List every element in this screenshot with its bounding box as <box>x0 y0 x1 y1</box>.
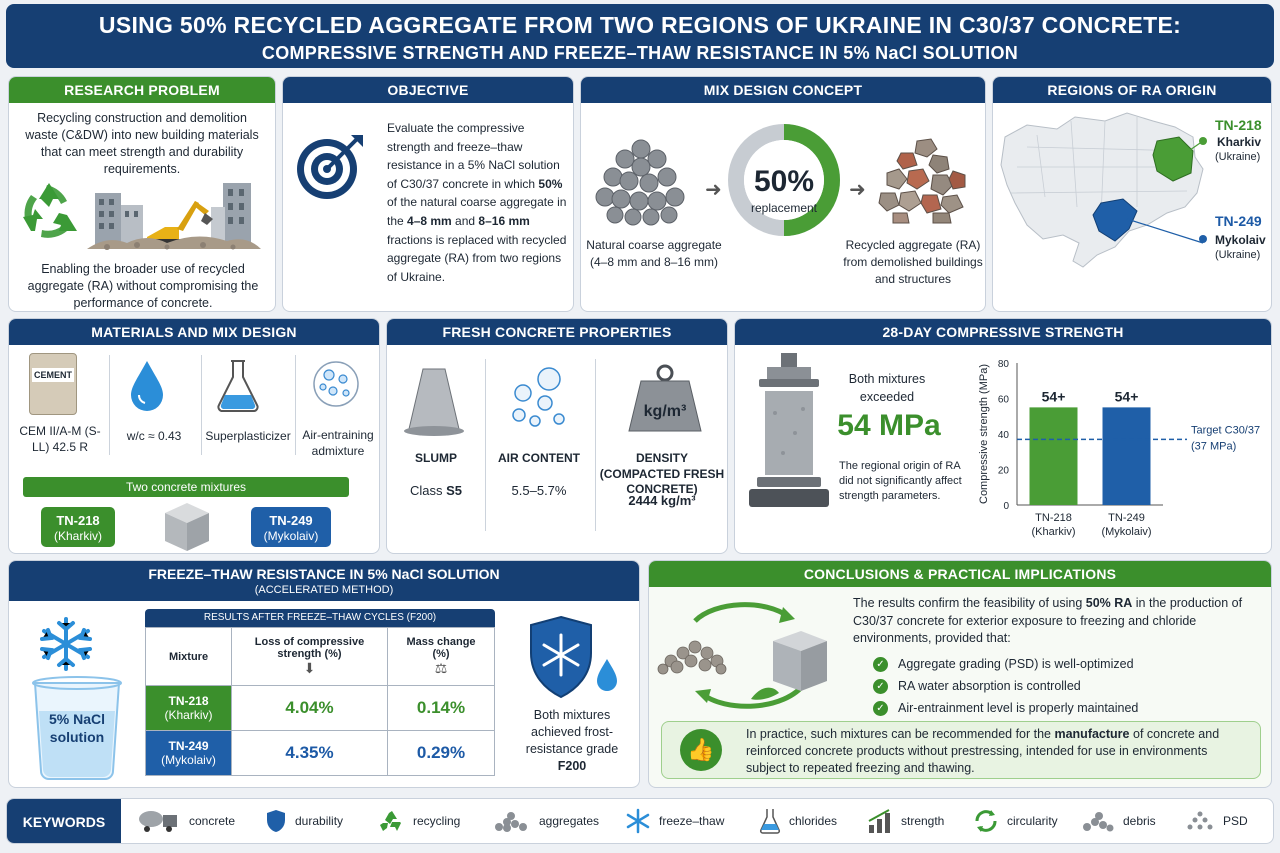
materials-panel <box>8 318 380 554</box>
water-cement-ratio: w/c ≈ 0.43 <box>126 429 182 443</box>
regions-panel <box>992 76 1272 312</box>
beaker-label-line1: 5% NaCl <box>48 711 106 727</box>
conclusion-item-3: Air-entrainment level is properly maintained <box>898 701 1139 715</box>
region-mykolaiv-country: (Ukraine) <box>1215 249 1261 261</box>
bar <box>1103 407 1151 505</box>
cement-type: CEM II/A-M (S-LL) 42.5 R <box>19 424 101 455</box>
list-item <box>873 675 1253 697</box>
col-mass <box>388 628 495 686</box>
particle-size-icon <box>1185 810 1215 832</box>
col-mass-label: Mass change (%) <box>406 636 476 660</box>
keyword-chlorides <box>759 799 837 843</box>
row-tn218-mixture <box>146 686 232 731</box>
row-tn249-city: (Mykolaiv) <box>161 753 216 767</box>
air-entraining-label: Air-entraining admixture <box>302 428 374 459</box>
practice-text-bold: manufacture <box>1054 727 1130 741</box>
shield-icon <box>265 809 287 833</box>
arrow-right-icon: ➜ <box>705 179 722 201</box>
research-problem-panel <box>8 76 276 312</box>
x-tick-label: (Kharkiv) <box>1031 526 1076 538</box>
objective-text-part2: of the natural coarse aggregate in the <box>387 195 567 228</box>
strength-note: The regional origin of RA did not significantly affect strength parameters. <box>839 460 962 502</box>
strength-bar-chart <box>959 349 1271 549</box>
regions-title: REGIONS OF RA ORIGIN <box>993 77 1271 103</box>
replacement-label: replacement <box>750 201 818 215</box>
concrete-cube-icon <box>159 499 215 553</box>
mixture-tn249-code: TN-249 <box>269 513 313 528</box>
keyword-aggregates <box>491 799 599 843</box>
header-banner <box>6 4 1274 68</box>
beaker-label-line2: solution <box>49 729 105 745</box>
keyword-label: PSD <box>1223 814 1248 828</box>
materials-title: MATERIALS AND MIX DESIGN <box>9 319 379 345</box>
slump-label: SLUMP <box>415 451 457 465</box>
keywords-label: KEYWORDS <box>7 799 121 844</box>
compression-press-icon <box>747 353 831 513</box>
y-tick-label: 20 <box>997 465 1009 477</box>
keyword-circularity <box>973 799 1058 843</box>
cement-bag-label: CEMENT <box>34 370 72 380</box>
col-loss-label: Loss of compressive strength (%) <box>254 636 365 660</box>
freeze-results-table <box>145 627 495 776</box>
y-axis-label: Compressive strength (MPa) <box>978 364 990 504</box>
air-content-label: AIR CONTENT <box>498 451 580 465</box>
natural-aggregate-label: Natural coarse aggregate (4–8 mm and 8–16 mm) <box>586 238 722 269</box>
weight-icon-unit: kg/m³ <box>643 403 687 420</box>
conclusion-item-2: RA water absorption is controlled <box>898 679 1081 693</box>
conclusions-title: CONCLUSIONS & PRACTICAL IMPLICATIONS <box>649 561 1271 587</box>
table-row <box>146 686 495 731</box>
research-problem-title: RESEARCH PROBLEM <box>9 77 275 103</box>
row-tn218-mass: 0.14% <box>388 686 495 731</box>
compressive-strength-title: 28-DAY COMPRESSIVE STRENGTH <box>735 319 1271 345</box>
keyword-durability <box>265 799 343 843</box>
keyword-label: concrete <box>189 814 236 828</box>
beaker-icon <box>21 675 133 781</box>
row-tn249-code: TN-249 <box>168 739 209 753</box>
mixture-tn218-city: (Kharkiv) <box>53 529 102 544</box>
cement-bag-icon <box>29 353 77 415</box>
col-loss <box>232 628 388 686</box>
objective-fraction-2: 8–16 mm <box>478 213 530 228</box>
keyword-label: strength <box>901 814 945 828</box>
freeze-thaw-title: FREEZE–THAW RESISTANCE IN 5% NaCl SOLUTION <box>148 566 500 582</box>
freeze-table-title: RESULTS AFTER FREEZE–THAW CYCLES (F200) <box>145 609 495 627</box>
row-tn249-loss: 4.35% <box>232 731 388 776</box>
objective-text-part3: and <box>451 213 479 228</box>
water-drop-icon <box>127 359 167 413</box>
objective-text <box>387 119 571 286</box>
region-kharkiv-code: TN-218 <box>1215 117 1262 133</box>
keyword-label: freeze–thaw <box>659 814 725 828</box>
region-mykolaiv-city: Mykolaiv <box>1215 233 1266 247</box>
keyword-concrete <box>137 799 235 843</box>
keyword-label: circularity <box>1007 814 1058 828</box>
practice-text-part1: In practice, such mixtures can be recommended for the <box>746 727 1055 741</box>
shield-snowflake-icon <box>525 613 621 701</box>
snowflake-icon <box>37 615 95 673</box>
strength-value: 54 MPa <box>837 409 941 442</box>
y-tick-label: 60 <box>997 394 1009 406</box>
flask-icon <box>759 808 781 834</box>
row-tn249-mixture <box>146 731 232 776</box>
mixture-tn249-city: (Mykolaiv) <box>263 529 319 544</box>
x-tick-label: TN-249 <box>1108 512 1145 524</box>
y-tick-label: 80 <box>997 359 1009 370</box>
conclusions-intro <box>853 595 1263 648</box>
scale-icon: ⚖ <box>434 660 448 676</box>
mixture-tn218-tag <box>41 507 115 547</box>
objective-panel <box>282 76 574 312</box>
conclusions-intro-bold: 50% RA <box>1085 596 1133 610</box>
row-tn218-code: TN-218 <box>168 694 209 708</box>
fresh-concrete-title: FRESH CONCRETE PROPERTIES <box>387 319 727 345</box>
region-mykolaiv-code: TN-249 <box>1215 213 1262 229</box>
bar-growth-icon <box>867 809 893 833</box>
air-bubbles-icon <box>505 363 569 429</box>
keyword-label: chlorides <box>789 814 838 828</box>
debris-icon <box>1081 810 1115 832</box>
freeze-thaw-panel <box>8 560 640 788</box>
research-problem-text: Recycling construction and demolition waste (C&DW) into new building materials that can meet strength and durability requirements. <box>25 111 259 176</box>
region-kharkiv-city: Kharkiv <box>1217 135 1262 149</box>
circular-recycling-illustration <box>655 595 835 715</box>
practice-text <box>746 726 1246 777</box>
recycling-demolition-illustration <box>17 177 271 257</box>
region-kharkiv-dot <box>1199 137 1207 145</box>
conclusions-intro-part1: The results confirm the feasibility of using <box>853 596 1086 610</box>
frost-grade-lead: Both mixtures achieved frost-resistance grade <box>525 708 619 756</box>
page-subtitle: COMPRESSIVE STRENGTH AND FREEZE–THAW RESISTANCE IN 5% NaCl SOLUTION <box>261 43 1019 63</box>
circular-arrows-icon <box>973 808 999 834</box>
target-icon <box>293 129 367 203</box>
arrow-right-icon: ➜ <box>849 179 866 201</box>
practice-text-part2: of concrete and reinforced concrete products without prestressing, intended for use in environments subject to repeated freezing and thawing. <box>746 727 1220 775</box>
y-tick-label: 40 <box>997 430 1009 441</box>
keyword-psd <box>1185 799 1248 843</box>
keyword-strength <box>867 799 944 843</box>
slump-value <box>391 483 481 498</box>
keyword-recycling <box>379 799 460 843</box>
compressive-strength-panel <box>734 318 1272 554</box>
objective-fraction-1: 4–8 mm <box>407 213 452 228</box>
aggregates-icon <box>491 810 531 832</box>
row-tn249-mass: 0.29% <box>388 731 495 776</box>
col-mixture: Mixture <box>146 628 232 686</box>
objective-text-part4: fractions is replaced with recycled aggregate (RA) from two regions of Ukraine. <box>387 232 567 284</box>
conclusions-intro-part2: in the production of C30/37 concrete for exterior exposure to freezing and chloride environments, provided that: <box>853 596 1243 645</box>
ukraine-map <box>997 107 1207 307</box>
strength-lead-text: Both mixtures exceeded <box>848 372 926 404</box>
two-mixtures-banner: Two concrete mixtures <box>23 477 349 497</box>
bar-data-label: 54+ <box>1041 388 1066 405</box>
x-tick-label: (Mykolaiv) <box>1101 526 1152 538</box>
objective-text-part1: Evaluate the compressive strength and freeze–thaw resistance in a 5% NaCl solution of C30/37 concrete in which <box>387 121 560 191</box>
freeze-thaw-header <box>9 561 639 601</box>
fresh-concrete-panel <box>386 318 728 554</box>
keyword-label: aggregates <box>539 814 600 828</box>
objective-title: OBJECTIVE <box>283 77 573 103</box>
frost-grade-text <box>513 707 631 775</box>
mix-concept-title: MIX DESIGN CONCEPT <box>581 77 985 103</box>
target-label: (37 MPa) <box>1191 440 1237 453</box>
keywords-bar <box>6 798 1274 844</box>
y-tick-label: 0 <box>1003 501 1009 512</box>
thumbs-up-icon: 👍 <box>680 729 722 771</box>
air-content-value: 5.5–5.7% <box>511 483 567 498</box>
arrow-down-icon: ⬇ <box>303 660 316 676</box>
keyword-freeze-thaw <box>625 799 724 843</box>
mix-concept-panel <box>580 76 986 312</box>
page-title: USING 50% RECYCLED AGGREGATE FROM TWO REGIONS OF UKRAINE IN C30/37 CONCRETE: <box>98 12 1182 38</box>
mixture-tn218-code: TN-218 <box>56 513 100 528</box>
list-item <box>873 697 1253 719</box>
recycle-icon <box>379 809 405 833</box>
target-label: Target C30/37 <box>1191 424 1261 437</box>
conclusion-item-1: Aggregate grading (PSD) is well-optimized <box>898 657 1134 671</box>
air-bubbles-icon <box>311 357 361 411</box>
concrete-mixer-icon <box>137 809 181 833</box>
table-row <box>146 731 495 776</box>
freeze-thaw-subtitle: (ACCELERATED METHOD) <box>254 584 394 596</box>
keyword-label: recycling <box>413 814 461 828</box>
region-mykolaiv-dot <box>1199 235 1207 243</box>
superplasticizer-label: Superplasticizer <box>205 429 291 443</box>
density-label: DENSITY (COMPACTED FRESH CONCRETE) <box>599 451 725 497</box>
keyword-debris <box>1081 799 1156 843</box>
check-icon: ✓ <box>873 701 888 716</box>
frost-grade-value: F200 <box>557 758 587 773</box>
objective-replacement-percent: 50% <box>538 176 563 191</box>
practice-box <box>661 721 1261 779</box>
recycled-aggregate-label: Recycled aggregate (RA) from demolished buildings and structures <box>843 238 983 286</box>
recycled-aggregate-icon <box>873 127 973 227</box>
natural-aggregate-icon <box>591 127 691 227</box>
bar <box>1030 407 1078 505</box>
row-tn218-city: (Kharkiv) <box>164 708 213 722</box>
recycle-icon <box>23 183 77 238</box>
conclusions-check-list <box>873 653 1253 719</box>
region-kharkiv-country: (Ukraine) <box>1215 151 1261 163</box>
keyword-label: durability <box>295 814 344 828</box>
slump-class: S5 <box>446 483 463 498</box>
keyword-label: debris <box>1123 814 1156 828</box>
check-icon: ✓ <box>873 657 888 672</box>
mixture-tn249-tag <box>251 507 331 547</box>
snowflake-icon <box>625 808 651 834</box>
bar-data-label: 54+ <box>1114 388 1139 405</box>
list-item <box>873 653 1253 675</box>
flask-icon <box>215 359 261 413</box>
slump-cone-icon <box>401 365 467 441</box>
conclusions-panel <box>648 560 1272 788</box>
slump-prefix: Class <box>409 483 447 498</box>
x-tick-label: TN-218 <box>1035 512 1072 524</box>
check-icon: ✓ <box>873 679 888 694</box>
weight-icon <box>623 363 707 435</box>
row-tn218-loss: 4.04% <box>232 686 388 731</box>
replacement-percent: 50% <box>753 165 815 198</box>
research-problem-goal-text: Enabling the broader use of recycled aggregate (RA) without compromising the performance of concrete. <box>27 262 259 310</box>
density-value: 2444 kg/m³ <box>628 493 696 508</box>
